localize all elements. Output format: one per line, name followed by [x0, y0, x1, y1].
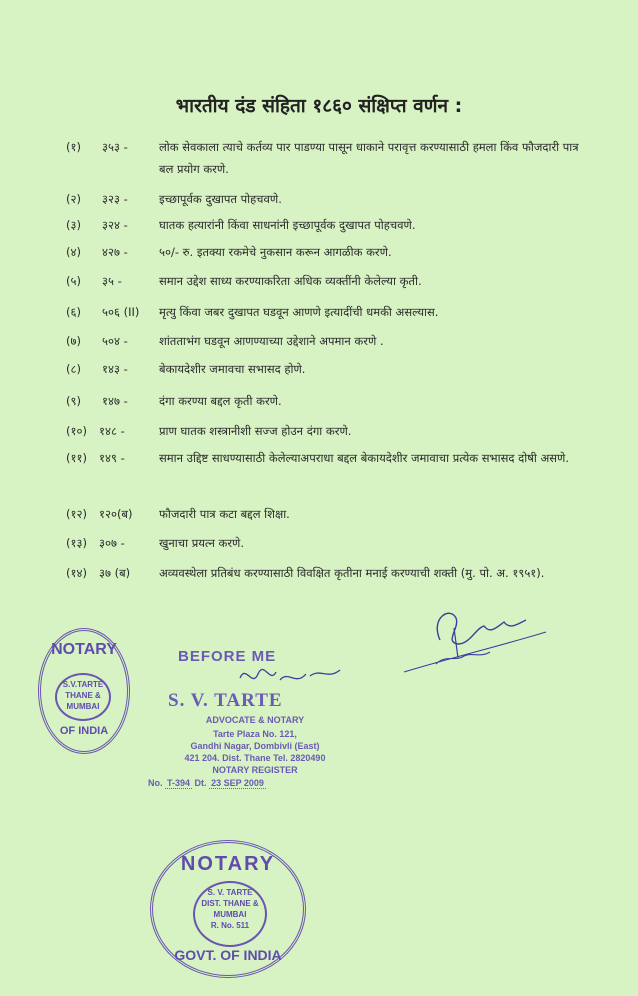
seal-ring-bottom: GOVT. OF INDIA [174, 947, 282, 963]
section-description: प्राण घातक शस्त्रानीशी सज्ज होउन दंगा करणे. [159, 424, 352, 438]
register-date-value: 23 SEP 2009 [211, 778, 264, 788]
section-number: ३०७ - [99, 536, 125, 550]
notary-address-line: Tarte Plaza No. 121, [213, 729, 297, 739]
section-description: दंगा करण्या बद्दल कृती करणे. [159, 394, 282, 408]
section-description: लोक सेवकाला त्याचे कर्तव्य पार पाडण्या पासून धाकाने परावृत्त करण्यासाठी हमला किंव फौजदारी पात्र बल प्रयोग करणे. [159, 140, 579, 176]
section-description: फौजदारी पात्र कटा बद्दल शिक्षा. [159, 507, 290, 521]
section-description: समान उद्दिष्ट साधण्यासाठी केलेल्याअपराधा बद्दल बेकायदेशीर जमावाचा प्रत्येक सभासद दोषी असणे. [159, 451, 570, 465]
section-number: ३५ - [102, 274, 122, 288]
register-no-label: No. [148, 778, 163, 788]
page-title: भारतीय दंड संहिता १८६० संक्षिप्त वर्णन : [175, 95, 463, 117]
item-number: (१४) [66, 566, 87, 580]
section-number: ४२७ - [102, 245, 128, 259]
seal-inner-line: R. No. 511 [210, 921, 250, 930]
notary-address-line: Gandhi Nagar, Dombivli (East) [190, 741, 320, 751]
section-description: शांतताभंग घडवून आणण्याच्या उद्देशाने अपमान करणे . [159, 334, 384, 348]
section-number: ३७ (ब) [99, 566, 131, 580]
item-number: (११) [66, 451, 87, 465]
section-description: ५०/- रु. इतक्या रकमेचे नुकसान करून आगळीक करणे. [159, 245, 392, 259]
section-description: बेकायदेशीर जमावचा सभासद होणे. [159, 362, 306, 376]
deponent-signature [400, 598, 550, 678]
item-number: (४) [66, 245, 81, 259]
register-no-value: T-394 [167, 778, 191, 788]
notary-signature [236, 660, 346, 694]
item-number: (२) [66, 192, 81, 206]
seal-inner-line: MUMBAI [213, 910, 247, 919]
section-description: इच्छापूर्वक दुखापत पोहचवणे. [159, 192, 282, 206]
section-number: १४८ - [99, 424, 125, 438]
notary-register-label: NOTARY REGISTER [212, 765, 298, 775]
section-number: ५०४ - [102, 334, 128, 348]
seal-ring-bottom: OF INDIA [59, 725, 109, 737]
seal-inner-text [193, 881, 267, 947]
section-number: १४९ - [99, 451, 125, 465]
seal-ring-text: NOTARY [51, 641, 117, 658]
section-description: घातक हत्यारांनी किंवा साधनांनी इच्छापूर्वक दुखापत पोहचवणे. [159, 218, 416, 232]
item-number: (१२) [66, 507, 87, 521]
seal-ring-text: NOTARY [180, 853, 276, 875]
section-description: समान उद्देश साध्य करण्याकरिता अधिक व्यक्तींनी केलेल्या कृती. [159, 274, 422, 288]
seal-inner-line: DIST. THANE & [201, 899, 259, 908]
item-number: (१०) [66, 424, 87, 438]
register-date-label: Dt. [194, 778, 207, 788]
item-number: (१) [66, 140, 81, 154]
section-number: ५०६ (II) [102, 305, 140, 319]
section-number: १२०(ब) [99, 507, 133, 521]
notary-address-line: 421 204. Dist. Thane Tel. 2820490 [184, 753, 326, 763]
notary-designation: ADVOCATE & NOTARY [205, 715, 305, 725]
item-number: (८) [66, 362, 81, 376]
section-number: ३५३ - [102, 140, 128, 154]
section-description: मृत्यु किंवा जबर दुखापत घडवून आणणे इत्यादींची धमकी असल्यास. [159, 305, 439, 319]
item-number: (५) [66, 274, 81, 288]
notary-name: S. V. TARTE [168, 690, 283, 711]
section-description: अव्यवस्थेला प्रतिबंध करण्यासाठी विवक्षित कृतीना मनाई करण्याची शक्ती (मु. पो. अ. १९५१). [159, 566, 545, 580]
seal-inner-text: S.V.TARTE THANE & MUMBAI [55, 673, 111, 721]
section-number: ३२४ - [102, 218, 128, 232]
before-me-label: BEFORE ME [178, 648, 277, 665]
item-number: (१३) [66, 536, 87, 550]
item-number: (९) [66, 394, 81, 408]
register-number-line [148, 778, 266, 788]
seal-inner-line: S. V. TARTE [207, 888, 253, 897]
notary-seal-bottom [150, 840, 306, 978]
notary-seal-top [38, 628, 130, 754]
item-number: (६) [66, 305, 81, 319]
section-description: खुनाचा प्रयत्न करणे. [159, 536, 244, 550]
item-number: (७) [66, 334, 81, 348]
item-number: (३) [66, 218, 81, 232]
section-number: १४७ - [102, 394, 128, 408]
section-number: ३२३ - [102, 192, 128, 206]
section-number: १४३ - [102, 362, 128, 376]
